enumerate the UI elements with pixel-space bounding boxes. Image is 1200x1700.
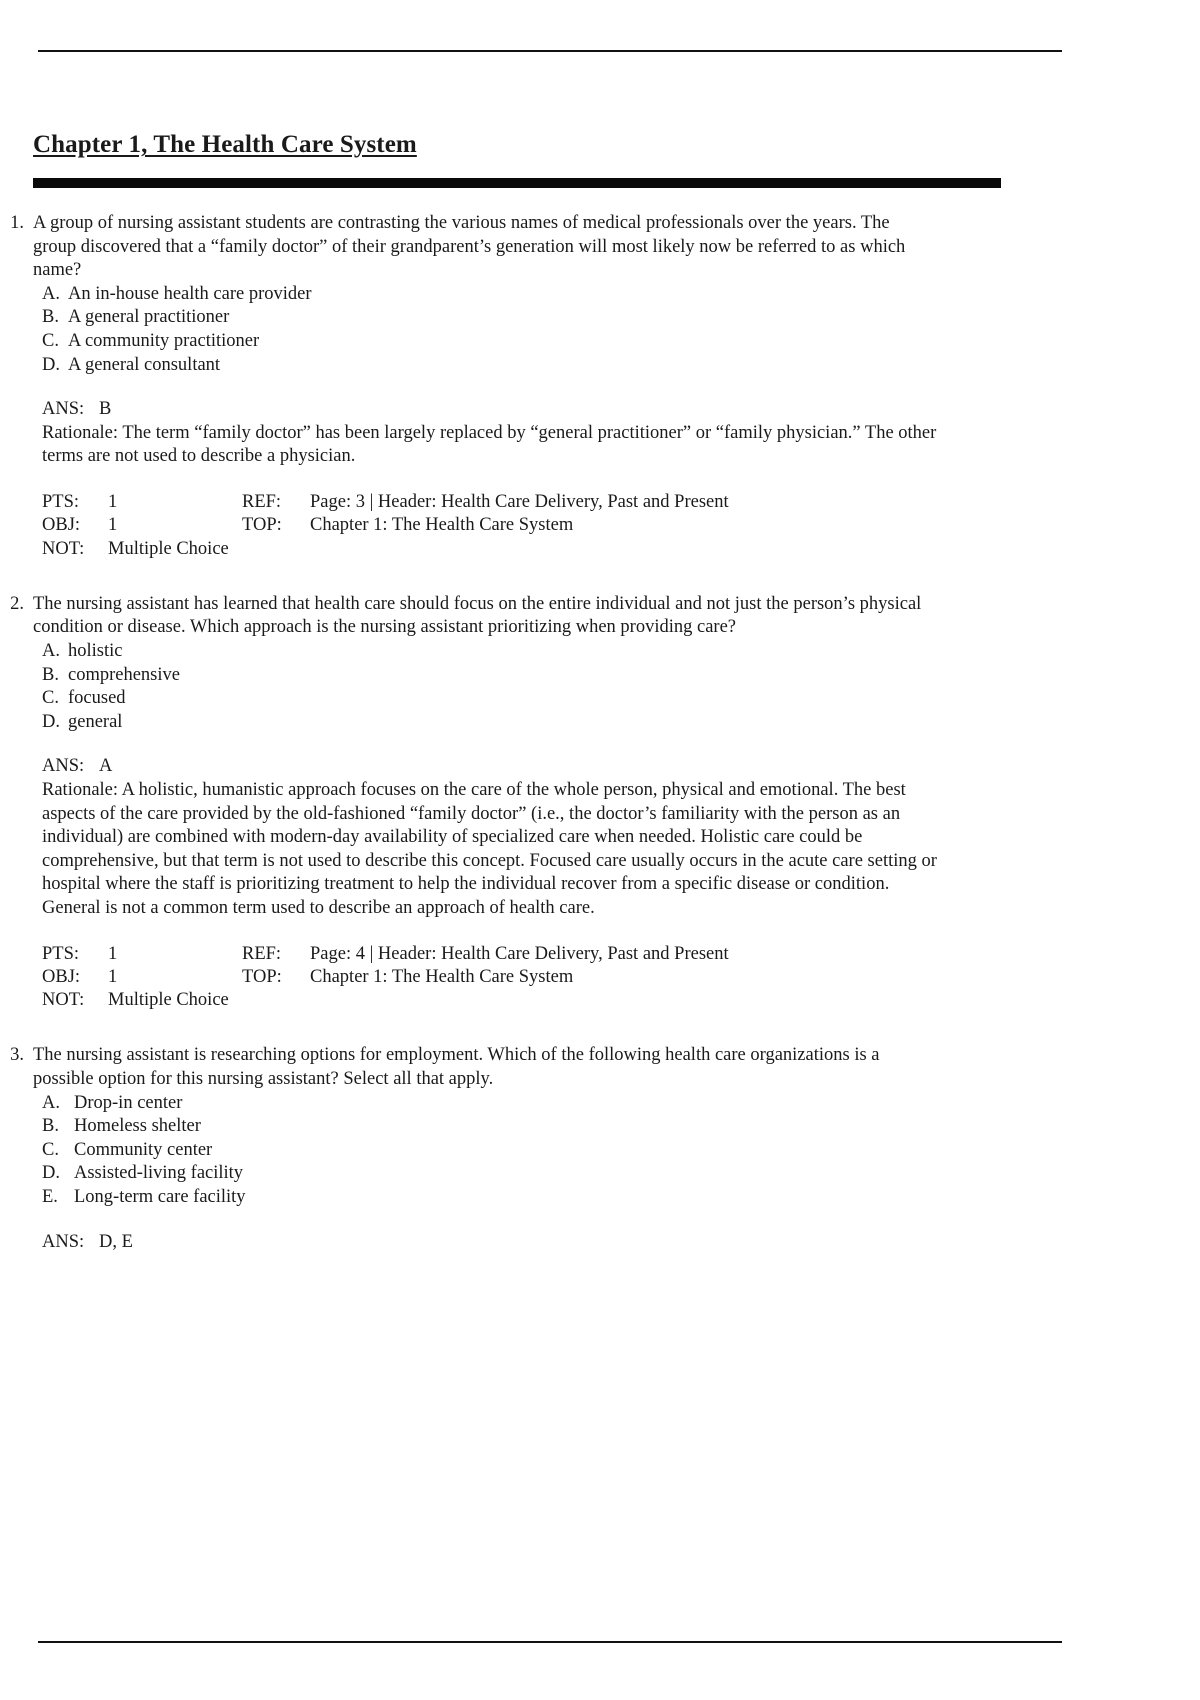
rationale-text: Rationale: The term “family doctor” has been largely replaced by “general practitioner” or “family physician.” The other terms are not used to describe a physician. [42,422,937,467]
not-value: Multiple Choice [108,538,229,559]
option-letter: A. [42,1092,60,1113]
obj-value: 1 [108,515,118,536]
option-text: An in-house health care provider [68,283,312,304]
top-value: Chapter 1: The Health Care System [310,515,574,536]
option-text: Homeless shelter [74,1116,201,1137]
answer-value: B [99,399,112,420]
question-number: 3. [10,1045,24,1066]
metadata-row [42,943,1200,966]
obj-label: OBJ: [42,515,81,536]
answer-value: A [99,756,113,777]
option-letter: D. [42,711,60,732]
ref-label: REF: [242,491,282,512]
option-item[interactable] [42,1162,1200,1186]
answer-label: ANS: [42,399,85,420]
page-title: Chapter 1, The Health Care System [33,131,417,158]
option-letter: C. [42,688,59,709]
option-text: A community practitioner [68,330,260,351]
metadata-table [42,943,1200,1013]
option-letter: D. [42,354,60,375]
option-letter: D. [42,1163,60,1184]
option-item[interactable] [42,1115,1200,1139]
answer-label: ANS: [42,1231,85,1252]
option-text: focused [68,688,126,709]
option-item[interactable] [42,711,1200,735]
answer-value: D, E [99,1231,133,1252]
rationale-text: Rationale: A holistic, humanistic approach focuses on the care of the whole person, physical and emotional. The best aspects of the care provided by the old-fashioned “family doctor” (i.e., the doctor’s familiarity with the person as an individual) are combined with modern-day availability of specialized care when needed. Holistic care could be comprehensive, but that term is not used to describe this concept. Focused care usually occurs in the acute care setting or hospital where the staff is prioritizing treatment to help the individual recover from a specific disease or condition. General is not a common term used to describe an approach of health care. [42,779,937,918]
metadata-row [42,966,1200,989]
option-text: Assisted-living facility [74,1163,244,1184]
option-text: Drop-in center [74,1092,183,1113]
pts-label: PTS: [42,491,80,512]
option-item[interactable] [42,1186,1200,1210]
question-number: 2. [10,593,24,614]
option-letter: B. [42,307,59,328]
option-list [42,640,1200,734]
page-top-rule [38,50,1062,52]
metadata-row [42,514,1200,537]
obj-value: 1 [108,966,118,987]
option-text: Long-term care facility [74,1187,246,1207]
answer-line [42,755,1200,779]
option-item[interactable] [42,1092,1200,1116]
option-text: general [68,711,123,732]
question-heading [0,1044,1200,1091]
option-letter: C. [42,330,59,351]
question-block [0,212,1200,561]
question-heading [0,212,1200,283]
option-letter: E. [42,1187,58,1207]
option-item[interactable] [42,283,1200,307]
answer-label: ANS: [42,756,85,777]
question-stem: The nursing assistant has learned that health care should focus on the entire individual and not just the person’s physical condition or disease. Which approach is the nursing assistant prioritizing when providing care? [33,593,922,638]
option-item[interactable] [42,664,1200,688]
page-bottom-rule [38,1641,1062,1643]
questions-container [0,212,1200,1254]
option-item[interactable] [42,330,1200,354]
top-value: Chapter 1: The Health Care System [310,966,574,987]
option-text: A general consultant [68,354,221,375]
not-label: NOT: [42,538,85,559]
section-gap [0,561,1200,593]
option-list [42,1092,1200,1210]
pts-value: 1 [108,943,118,964]
answer-line [42,398,1200,422]
question-block [0,1044,1200,1254]
option-letter: C. [42,1139,59,1160]
metadata-row [42,491,1200,514]
section-gap [0,1012,1200,1044]
option-item[interactable] [42,1139,1200,1163]
answer-line [42,1231,1200,1255]
option-list [42,283,1200,377]
obj-label: OBJ: [42,966,81,987]
option-text: holistic [68,641,123,662]
option-item[interactable] [42,354,1200,378]
ref-label: REF: [242,943,282,964]
not-value: Multiple Choice [108,990,229,1011]
top-label: TOP: [242,515,282,536]
option-text: Community center [74,1139,213,1160]
option-letter: A. [42,283,60,304]
option-text: A general practitioner [68,307,230,328]
option-item[interactable] [42,687,1200,711]
metadata-table [42,491,1200,561]
question-number: 1. [10,213,24,233]
pts-value: 1 [108,491,118,512]
ref-value: Page: 4 | Header: Health Care Delivery, Past and Present [310,943,729,964]
question-heading [0,593,1200,640]
option-item[interactable] [42,640,1200,664]
metadata-row [42,538,1200,561]
option-text: comprehensive [68,664,180,685]
option-letter: B. [42,1116,59,1137]
not-label: NOT: [42,990,85,1011]
option-letter: B. [42,664,59,685]
top-label: TOP: [242,966,282,987]
question-stem: A group of nursing assistant students are contrasting the various names of medical professionals over the years. The group discovered that a “family doctor” of their grandparent’s generation will most likely now be referred to as which name? [33,213,906,281]
ref-value: Page: 3 | Header: Health Care Delivery, Past and Present [310,491,729,512]
pts-label: PTS: [42,943,80,964]
question-block [0,593,1200,1013]
metadata-row [42,989,1200,1012]
question-stem: The nursing assistant is researching options for employment. Which of the following health care organizations is a possible option for this nursing assistant? Select all that apply. [33,1045,880,1090]
title-divider-bar [33,178,1001,188]
option-item[interactable] [42,306,1200,330]
option-letter: A. [42,641,60,662]
